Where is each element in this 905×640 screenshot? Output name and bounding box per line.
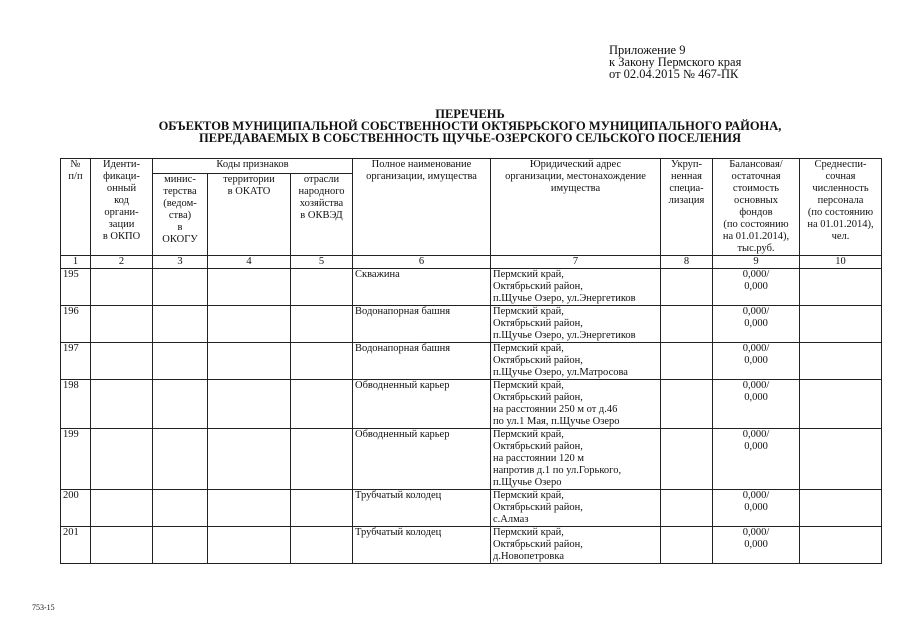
- okogu-cell: [153, 490, 208, 527]
- appendix-line: к Закону Пермского края: [609, 55, 742, 69]
- okogu-cell: [153, 429, 208, 490]
- okved-cell: [291, 343, 353, 380]
- okato-cell: [208, 269, 291, 306]
- appendix-line: Приложение 9: [609, 43, 686, 57]
- okogu-cell: [153, 343, 208, 380]
- balance-cell: 0,000/ 0,000: [713, 490, 800, 527]
- okato-cell: [208, 380, 291, 429]
- column-number: 7: [491, 256, 661, 269]
- address-cell: Пермский край, Октябрьский район, на расстоянии 250 м от д.46 по ул.1 Мая, п.Щучье Озеро: [491, 380, 661, 429]
- column-number: 1: [61, 256, 91, 269]
- okpo-cell: [91, 306, 153, 343]
- header-num: № п/п: [61, 159, 91, 256]
- table-row: [61, 306, 882, 343]
- name-cell: Обводненный карьер: [353, 380, 491, 429]
- okved-cell: [291, 490, 353, 527]
- balance-cell: 0,000/ 0,000: [713, 343, 800, 380]
- header-name: Полное наименование организации, имущества: [353, 159, 491, 256]
- specialization-cell: [661, 306, 713, 343]
- table-row: [61, 380, 882, 429]
- staff-cell: [800, 343, 882, 380]
- column-number: 2: [91, 256, 153, 269]
- title-line: ПЕРЕДАВАЕМЫХ В СОБСТВЕННОСТЬ ЩУЧЬЕ-ОЗЕРСКОГО СЕЛЬСКОГО ПОСЕЛЕНИЯ: [199, 131, 741, 145]
- column-number: 9: [713, 256, 800, 269]
- staff-cell: [800, 527, 882, 564]
- name-cell: Водонапорная башня: [353, 343, 491, 380]
- okato-cell: [208, 490, 291, 527]
- header-staff: Среднеспи- сочная численность персонала (по состоянию на 01.01.2014), чел.: [800, 159, 882, 256]
- appendix-line: от 02.04.2015 № 467-ПК: [609, 67, 739, 81]
- okogu-cell: [153, 527, 208, 564]
- name-cell: Трубчатый колодец: [353, 490, 491, 527]
- staff-cell: [800, 429, 882, 490]
- address-cell: Пермский край, Октябрьский район, д.Новопетровка: [491, 527, 661, 564]
- objects-table: [60, 158, 882, 564]
- header-okpo: Иденти- фикаци- онный код органи- зации в ОКПО: [91, 159, 153, 256]
- table-row: [61, 490, 882, 527]
- row-number-cell: 198: [61, 380, 91, 429]
- okpo-cell: [91, 490, 153, 527]
- header-row: [61, 159, 882, 174]
- okved-cell: [291, 527, 353, 564]
- title-line: ПЕРЕЧЕНЬ: [435, 107, 505, 121]
- okato-cell: [208, 527, 291, 564]
- name-cell: Скважина: [353, 269, 491, 306]
- table-row: [61, 269, 882, 306]
- column-number: 8: [661, 256, 713, 269]
- balance-cell: 0,000/ 0,000: [713, 380, 800, 429]
- title-line: ОБЪЕКТОВ МУНИЦИПАЛЬНОЙ СОБСТВЕННОСТИ ОКТЯБРЬСКОГО МУНИЦИПАЛЬНОГО РАЙОНА,: [158, 119, 782, 133]
- specialization-cell: [661, 343, 713, 380]
- name-cell: Трубчатый колодец: [353, 527, 491, 564]
- column-number-row: [61, 256, 882, 269]
- okogu-cell: [153, 380, 208, 429]
- balance-cell: 0,000/ 0,000: [713, 306, 800, 343]
- staff-cell: [800, 490, 882, 527]
- specialization-cell: [661, 380, 713, 429]
- header-okato: территории в ОКАТО: [208, 174, 291, 256]
- row-number-cell: 201: [61, 527, 91, 564]
- okved-cell: [291, 269, 353, 306]
- address-cell: Пермский край, Октябрьский район, с.Алмаз: [491, 490, 661, 527]
- okogu-cell: [153, 306, 208, 343]
- staff-cell: [800, 380, 882, 429]
- specialization-cell: [661, 490, 713, 527]
- address-cell: Пермский край, Октябрьский район, п.Щучье Озеро, ул.Энергетиков: [491, 306, 661, 343]
- okpo-cell: [91, 380, 153, 429]
- balance-cell: 0,000/ 0,000: [713, 527, 800, 564]
- row-number-cell: 197: [61, 343, 91, 380]
- okved-cell: [291, 380, 353, 429]
- balance-cell: 0,000/ 0,000: [713, 429, 800, 490]
- specialization-cell: [661, 429, 713, 490]
- okved-cell: [291, 429, 353, 490]
- okpo-cell: [91, 343, 153, 380]
- name-cell: Обводненный карьер: [353, 429, 491, 490]
- column-number: 10: [800, 256, 882, 269]
- row-number-cell: 200: [61, 490, 91, 527]
- header-okogu: минис- терства (ведом- ства) в ОКОГУ: [153, 174, 208, 256]
- okved-cell: [291, 306, 353, 343]
- table-row: [61, 527, 882, 564]
- name-cell: Водонапорная башня: [353, 306, 491, 343]
- okato-cell: [208, 343, 291, 380]
- address-cell: Пермский край, Октябрьский район, п.Щучье Озеро, ул.Матросова: [491, 343, 661, 380]
- document-title: [60, 108, 880, 144]
- footer-code: 753-15: [32, 603, 55, 612]
- balance-cell: 0,000/ 0,000: [713, 269, 800, 306]
- header-specialization: Укруп- ненная специа- лизация: [661, 159, 713, 256]
- okato-cell: [208, 306, 291, 343]
- staff-cell: [800, 306, 882, 343]
- specialization-cell: [661, 269, 713, 306]
- row-number-cell: 195: [61, 269, 91, 306]
- header-okved: отрасли народного хозяйства в ОКВЭД: [291, 174, 353, 256]
- address-cell: Пермский край, Октябрьский район, п.Щучье Озеро, ул.Энергетиков: [491, 269, 661, 306]
- table-row: [61, 343, 882, 380]
- row-number-cell: 196: [61, 306, 91, 343]
- specialization-cell: [661, 527, 713, 564]
- column-number: 4: [208, 256, 291, 269]
- header-codes-group: Коды признаков: [153, 159, 353, 174]
- row-number-cell: 199: [61, 429, 91, 490]
- okpo-cell: [91, 269, 153, 306]
- column-number: 5: [291, 256, 353, 269]
- okogu-cell: [153, 269, 208, 306]
- appendix-note: [609, 44, 741, 80]
- column-number: 3: [153, 256, 208, 269]
- staff-cell: [800, 269, 882, 306]
- okato-cell: [208, 429, 291, 490]
- table-row: [61, 429, 882, 490]
- address-cell: Пермский край, Октябрьский район, на расстоянии 120 м напротив д.1 по ул.Горького, п.Щучье Озеро: [491, 429, 661, 490]
- header-balance: Балансовая/ остаточная стоимость основных фондов (по состоянию на 01.01.2014), тыс.руб.: [713, 159, 800, 256]
- column-number: 6: [353, 256, 491, 269]
- header-address: Юридический адрес организации, местонахождение имущества: [491, 159, 661, 256]
- okpo-cell: [91, 429, 153, 490]
- okpo-cell: [91, 527, 153, 564]
